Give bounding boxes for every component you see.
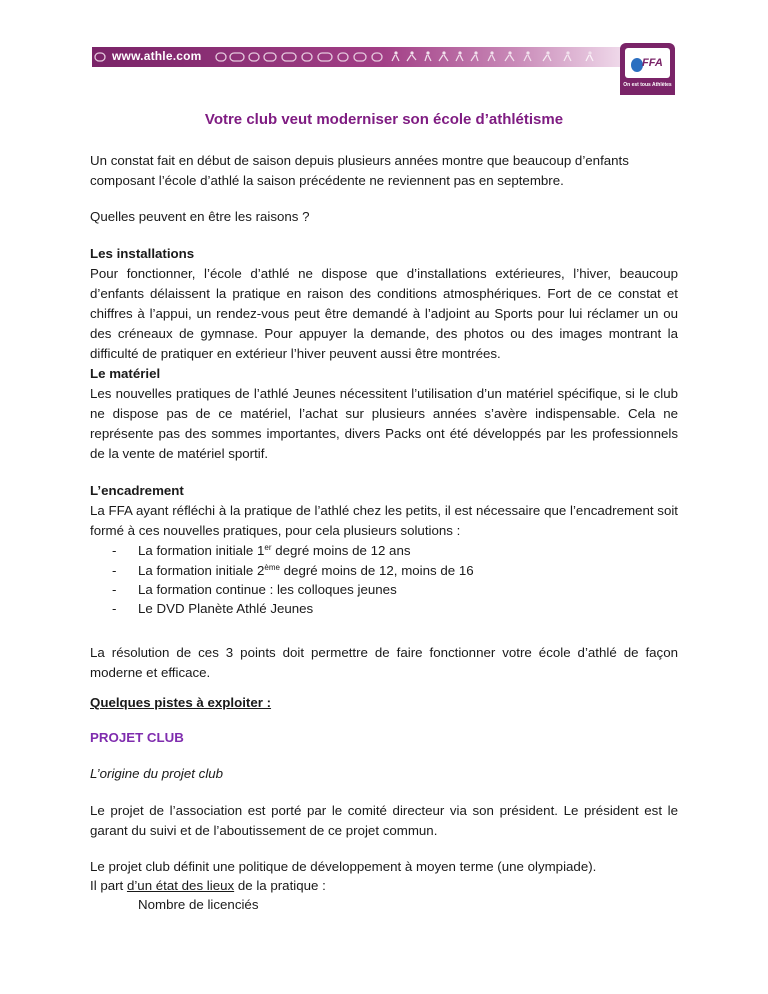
projet-text-after: de la pratique : xyxy=(234,878,326,893)
question-paragraph: Quelles peuvent en être les raisons ? xyxy=(90,209,310,224)
origine-heading: L’origine du projet club xyxy=(90,766,224,781)
projet-item: Nombre de licenciés xyxy=(138,897,259,912)
list-bullet: - xyxy=(112,563,117,578)
materiel-paragraph: Les nouvelles pratiques de l’athlé Jeunes nécessitent l’utilisation d’un matériel spécifique, si le club ne dispose pas de ce matériel, l’achat sur plusieurs années s’avère indispensable. Cela ne représente pas des sommes importantes, divers Packs ont été développés par les professionnels de la vente de matériel sportif. xyxy=(90,386,678,461)
encadrement-heading: L’encadrement xyxy=(90,483,184,498)
origine-paragraph: Le projet de l’association est porté par le comité directeur via son président. Le président est le garant du suivi et de l’aboutissement de ce projet commun. xyxy=(90,803,678,838)
list-bullet: - xyxy=(112,543,117,558)
list-item-text: La formation initiale 1 xyxy=(138,543,265,558)
list-item-text: La formation continue : les colloques jeunes xyxy=(138,582,397,597)
list-item-sup: er xyxy=(264,543,272,552)
list-item-text: degré moins de 12 ans xyxy=(271,543,411,558)
intro-paragraph: Un constat fait en début de saison depuis plusieurs années montre que beaucoup d’enfants composant l’école d’athlé la saison précédente ne reviennent pas en septembre. xyxy=(90,153,629,188)
page-title: Votre club veut moderniser son école d’athlétisme xyxy=(204,111,564,128)
pistes-heading: Quelques pistes à exploiter : xyxy=(90,695,272,710)
list-item-text: degré moins de 12, moins de 16 xyxy=(279,563,474,578)
materiel-heading: Le matériel xyxy=(90,366,161,381)
logo-text: FFA xyxy=(642,57,663,69)
projet-club-heading: PROJET CLUB xyxy=(90,730,184,745)
projet-text-before: Il part xyxy=(90,878,127,893)
encadrement-paragraph: La FFA ayant réfléchi à la pratique de l’athlé chez les petits, il est nécessaire que l’encadrement soit formé à ces nouvelles pratiques, pour cela plusieurs solutions : xyxy=(90,503,678,538)
list-item-text: Le DVD Planète Athlé Jeunes xyxy=(138,601,314,616)
ffa-logo xyxy=(620,43,675,95)
projet-paragraph-1: Le projet club définit une politique de développement à moyen terme (une olympiade). xyxy=(90,859,597,874)
installations-paragraph: Pour fonctionner, l’école d’athlé ne dispose que d’installations extérieures, l’hiver, beaucoup d’enfants délaissent la pratique en raison des conditions atmosphériques. Fort de ce constat et chiffres à l’appui, un rendez-vous peut être demandé à l’adjoint au Sports pour lui réclamer un ou des créneaux de gymnase. Pour appuyer la demande, des photos ou des images montrant la difficulté de pratiquer en extérieur l’hiver peuvent aussi être montrées. xyxy=(90,266,678,361)
list-item-text: La formation initiale 2 xyxy=(138,563,265,578)
header-banner xyxy=(92,47,622,67)
ffa-logo-mark xyxy=(625,48,670,78)
list-bullet: - xyxy=(112,582,117,597)
list-item-sup: ème xyxy=(264,563,280,572)
list-bullet: - xyxy=(112,601,117,616)
etat-des-lieux-text: d’un état des lieux xyxy=(126,878,235,893)
installations-heading: Les installations xyxy=(90,246,195,261)
projet-paragraph-2 xyxy=(90,876,678,896)
site-url[interactable]: www.athle.com xyxy=(112,49,202,63)
resolution-paragraph: La résolution de ces 3 points doit permettre de faire fonctionner votre école d’athlé de façon moderne et efficace. xyxy=(90,645,678,680)
logo-tagline: On est tous Athlètes xyxy=(623,82,672,88)
